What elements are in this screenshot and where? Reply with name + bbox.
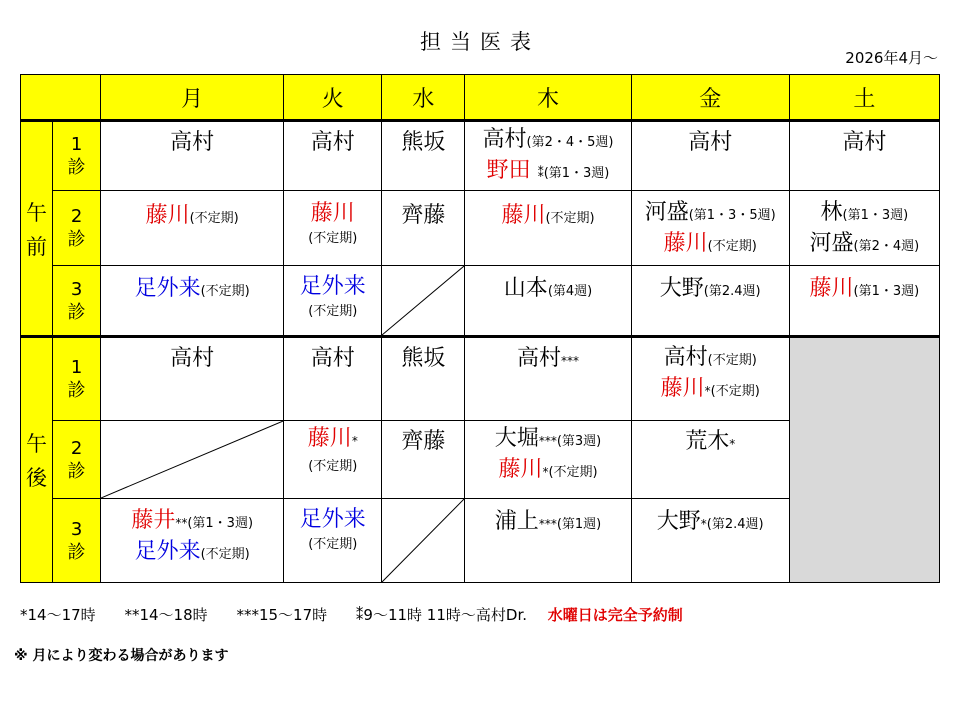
- am-r2-tue: 藤川 (不定期): [284, 191, 382, 266]
- day-header-tue: 火: [284, 75, 382, 121]
- day-header-thu: 木: [465, 75, 631, 121]
- slot-label-1: 1 診: [53, 337, 101, 421]
- note-star3: ***15〜17時: [236, 606, 328, 624]
- am-r3-thu: 山本(第4週): [465, 266, 631, 337]
- am-r1-thu: 高村(第2・4・5週) 野田 ⁑(第1・3週): [465, 121, 631, 191]
- am-r3-fri: 大野(第2.4週): [631, 266, 789, 337]
- pm-r3-tue: 足外来 (不定期): [284, 499, 382, 583]
- am-row-3: [21, 266, 940, 337]
- pm-r1-wed: 熊坂: [382, 337, 465, 421]
- am-row-2: [21, 191, 940, 266]
- pm-r1-tue: 高村: [284, 337, 382, 421]
- pm-r1-fri: 高村(不定期) 藤川*(不定期): [631, 337, 789, 421]
- am-r2-wed: 齊藤: [382, 191, 465, 266]
- am-r1-mon: 高村: [101, 121, 284, 191]
- footer-note: ※ 月により変わる場合があります: [14, 648, 229, 664]
- pm-row-1: [21, 337, 940, 421]
- am-r1-wed: 熊坂: [382, 121, 465, 191]
- note-star1: *14〜17時: [20, 606, 96, 624]
- am-period-label: 午 前: [21, 121, 53, 337]
- slot-label-2: 2 診: [53, 421, 101, 499]
- page-title: 担当医表: [420, 30, 540, 54]
- pm-r2-thu: 大堀***(第3週) 藤川*(不定期): [465, 421, 631, 499]
- day-header-sat: 土: [789, 75, 939, 121]
- pm-r1-mon: 高村: [101, 337, 284, 421]
- am-r3-wed-diagonal: [382, 266, 465, 337]
- legend-notes: [20, 604, 707, 625]
- pm-r3-fri: 大野*(第2.4週): [631, 499, 789, 583]
- day-header-wed: 水: [382, 75, 465, 121]
- pm-r1-thu: 高村***: [465, 337, 631, 421]
- day-header-fri: 金: [631, 75, 789, 121]
- pm-r2-fri: 荒木*: [631, 421, 789, 499]
- pm-r2-mon-diagonal: [101, 421, 284, 499]
- am-r1-sat: 高村: [789, 121, 939, 191]
- day-header-mon: 月: [101, 75, 284, 121]
- am-r1-fri: 高村: [631, 121, 789, 191]
- note-special: ⁑9〜11時 11時〜高村Dr.: [355, 606, 528, 624]
- am-r2-fri: 河盛(第1・3・5週) 藤川(不定期): [631, 191, 789, 266]
- note-star2: **14〜18時: [124, 606, 208, 624]
- note-wednesday-reservation: 水曜日は完全予約制: [547, 606, 683, 624]
- header-row: [21, 75, 940, 121]
- pm-r2-wed: 齊藤: [382, 421, 465, 499]
- schedule-table: [20, 74, 940, 583]
- am-r3-tue: 足外来 (不定期): [284, 266, 382, 337]
- pm-sat-closed: [789, 337, 939, 583]
- am-r2-thu: 藤川(不定期): [465, 191, 631, 266]
- pm-r3-wed-diagonal: [382, 499, 465, 583]
- pm-r3-thu: 浦上***(第1週): [465, 499, 631, 583]
- slot-label-3: 3 診: [53, 499, 101, 583]
- slot-label-1: 1 診: [53, 121, 101, 191]
- am-r1-tue: 高村: [284, 121, 382, 191]
- am-r2-mon: 藤川(不定期): [101, 191, 284, 266]
- corner-cell: [21, 75, 101, 121]
- am-row-1: [21, 121, 940, 191]
- slot-label-3: 3 診: [53, 266, 101, 337]
- pm-period-label: 午 後: [21, 337, 53, 583]
- effective-date: 2026年4月〜: [845, 49, 938, 67]
- am-r3-sat: 藤川(第1・3週): [789, 266, 939, 337]
- pm-r2-tue: 藤川* (不定期): [284, 421, 382, 499]
- pm-r3-mon: 藤井**(第1・3週) 足外来(不定期): [101, 499, 284, 583]
- am-r3-mon: 足外来(不定期): [101, 266, 284, 337]
- slot-label-2: 2 診: [53, 191, 101, 266]
- am-r2-sat: 林(第1・3週) 河盛(第2・4週): [789, 191, 939, 266]
